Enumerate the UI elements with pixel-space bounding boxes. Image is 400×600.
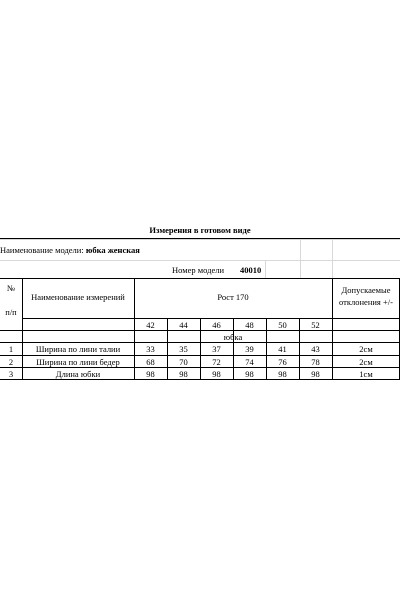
table-row [0,343,400,355]
size-cell: 44 [179,319,188,330]
model-name-value: юбка женская [85,245,140,255]
model-name-label: Наименование модели: [0,245,84,255]
row-measure-name: Ширина по лини талии [35,344,121,354]
size-cell: 42 [146,319,155,330]
header-height: Рост 170 [217,292,249,302]
row-value: 37 [212,344,221,354]
title-underline [0,238,400,239]
row-measure-name: Длина юбки [55,368,101,379]
row-value: 33 [146,344,155,354]
row-measure-name: Ширина по лини бедер [36,356,120,367]
table-row [0,356,400,367]
sheet-title: Измерения в готовом виде [149,224,251,235]
grid-line [300,239,301,278]
grid-line [332,239,333,278]
header-no-sub: п/п [5,307,17,317]
row-tolerance: 2см [359,344,373,354]
row-number: 2 [8,356,14,367]
row-number: 1 [8,344,14,354]
model-number-label: Номер модели [172,264,225,275]
size-cell: 46 [212,319,221,330]
size-cell: 50 [278,319,287,330]
row-value: 98 [245,368,254,379]
header-measure-name: Наименование измерений [31,292,125,302]
row-value: 76 [278,356,287,367]
table-top-border [0,278,400,279]
size-cell: 48 [245,319,254,330]
table-row [0,368,400,379]
grid-line [265,260,266,278]
header-tolerance: Допускаемые [341,285,391,295]
row-value: 78 [311,356,320,367]
header-no: № [6,283,16,293]
row-value: 98 [212,368,221,379]
size-cell: 52 [311,319,320,330]
row-value: 98 [146,368,155,379]
row-value: 98 [179,368,188,379]
row-value: 35 [179,344,188,354]
row-value: 98 [278,368,287,379]
row-value: 43 [311,344,320,354]
row-value: 41 [278,344,287,354]
header-tolerance-sub: отклонения +/- [339,297,393,307]
model-number-value: 40010 [240,264,262,275]
row-value: 72 [212,356,221,367]
row-number: 3 [8,368,14,379]
row-value: 98 [311,368,320,379]
row-value: 70 [179,356,188,367]
row-value: 39 [245,344,254,354]
row-value: 74 [245,356,254,367]
model-name-row [0,240,140,260]
row-value: 68 [146,356,155,367]
table-bottom-border [0,379,400,380]
section-label: юбка [223,331,243,342]
row-tolerance: 2см [359,356,373,367]
row-tolerance: 1см [359,368,373,379]
